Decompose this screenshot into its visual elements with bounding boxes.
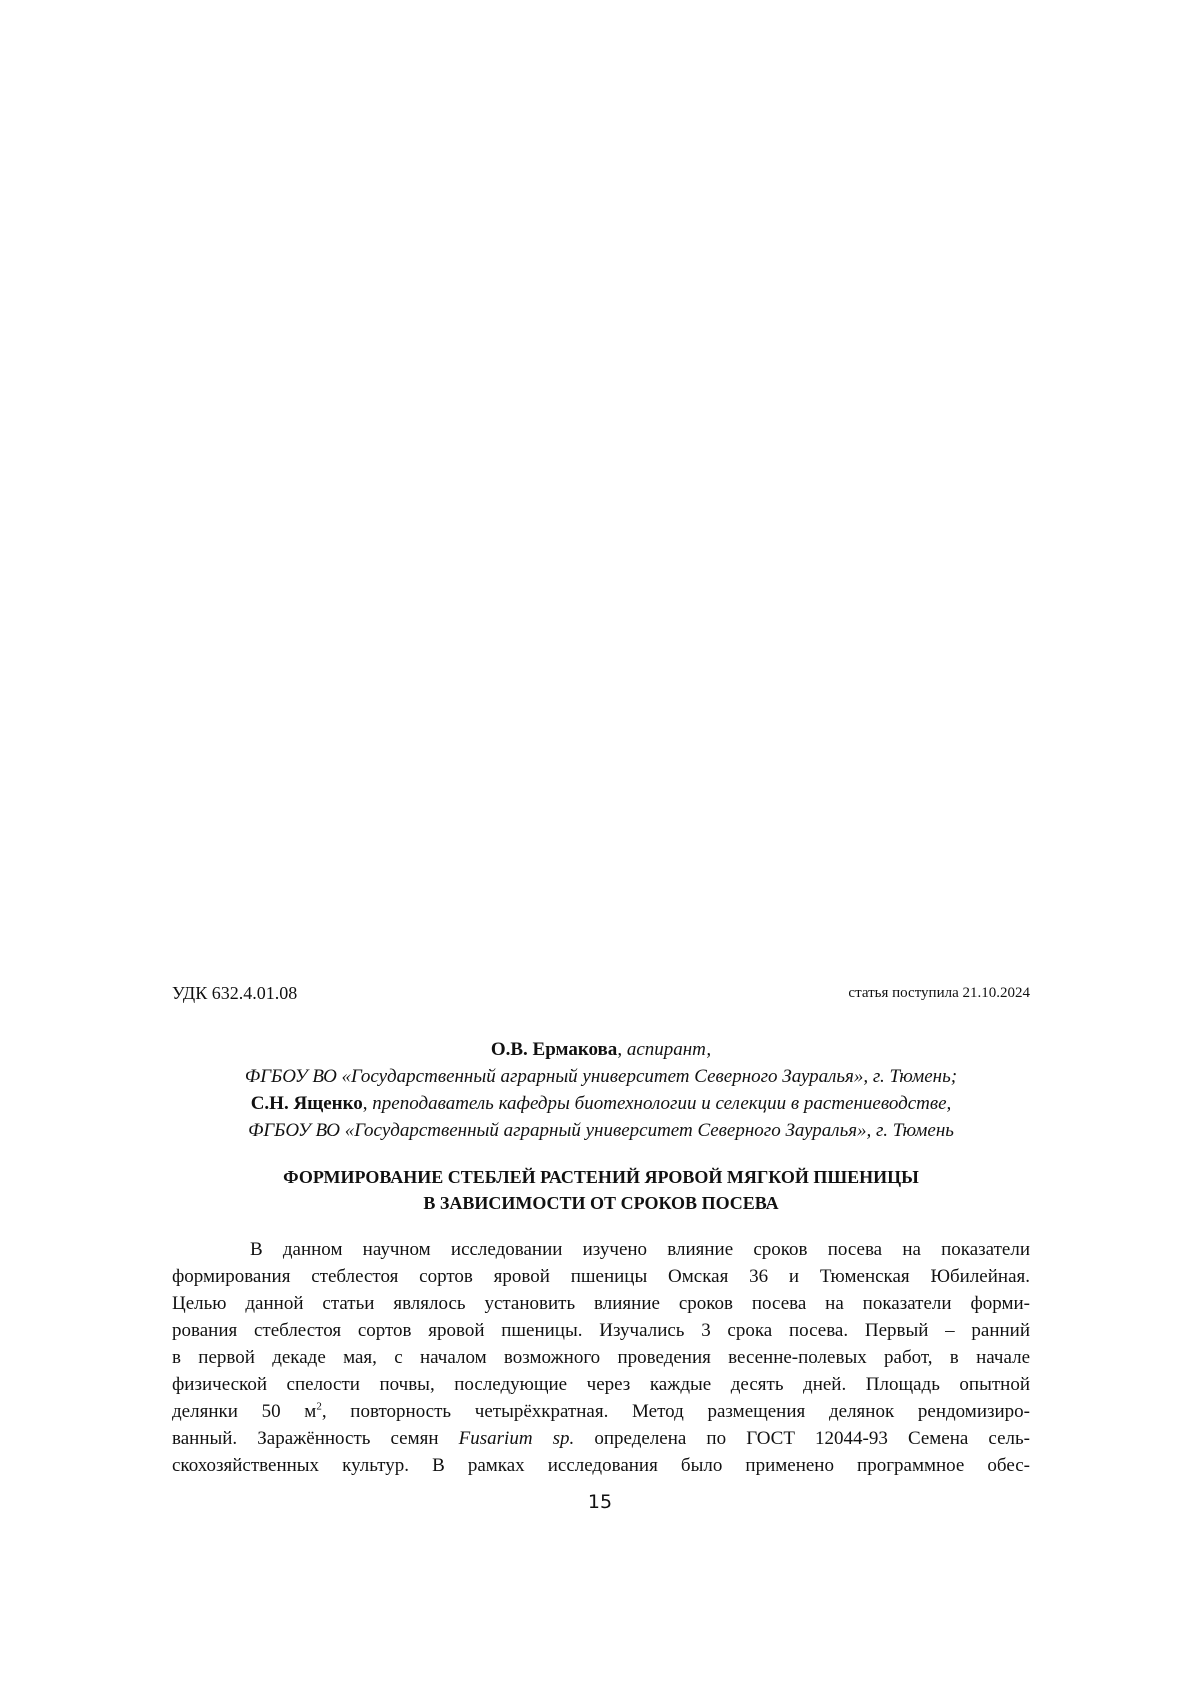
abstract-line-8-start: ванный. Заражённость семян: [172, 1428, 459, 1449]
abstract-line-8: [172, 1425, 1030, 1452]
header-line: [172, 983, 1030, 1007]
abstract-line-9: скохозяйственных культур. В рамках исследования было применено программное обес-: [172, 1455, 1030, 1476]
abstract-line-5: в первой декаде мая, с началом возможного проведения весенне-полевых работ, в начале: [172, 1347, 1030, 1368]
abstract-paragraph: [172, 1236, 1030, 1479]
author-2-name: С.Н. Ященко: [250, 1093, 363, 1114]
abstract-line-2: формирования стеблестоя сортов яровой пшеницы Омская 36 и Тюменская Юбилейная.: [172, 1266, 1030, 1287]
abstract-line-3: Целью данной статьи являлось установить влияние сроков посева на показатели форми-: [172, 1293, 1030, 1314]
author-1-role: аспирант,: [626, 1039, 712, 1060]
author-1-name: О.В. Ермакова: [490, 1039, 618, 1060]
abstract-line-6: физической спелости почвы, последующие через каждые десять дней. Площадь опытной: [172, 1374, 1030, 1395]
species-name: Fusarium sp.: [458, 1428, 575, 1449]
udk-code: УДК 632.4.01.08: [172, 983, 298, 1003]
abstract-line-7-start: делянки 50 м: [172, 1401, 317, 1422]
author-2-role: преподаватель кафедры биотехнологии и селекции в растениеводстве,: [372, 1093, 952, 1114]
abstract-line-7: [172, 1398, 1030, 1425]
page-number: 15: [587, 1491, 613, 1513]
article-title: [172, 1164, 1030, 1216]
abstract-line-1: В данном научном исследовании изучено влияние сроков посева на показатели: [250, 1239, 1030, 1260]
abstract-line-7-end: , повторность четырёхкратная. Метод размещения делянок рендомизиро-: [321, 1401, 1030, 1422]
author-2-line: С.Н. Ященко, преподаватель кафедры биотехнологии и селекции в растениеводстве,: [250, 1093, 952, 1114]
author-block: [172, 1036, 1030, 1144]
abstract-line-4: рования стеблестоя сортов яровой пшеницы. Изучались 3 срока посева. Первый – ранний: [172, 1320, 1030, 1341]
received-date: статья поступила 21.10.2024: [848, 985, 1030, 1001]
title-line-1: ФОРМИРОВАНИЕ СТЕБЛЕЙ РАСТЕНИЙ ЯРОВОЙ МЯГКОЙ ПШЕНИЦЫ: [283, 1167, 919, 1187]
abstract-line-8-end: определена по ГОСТ 12044-93 Семена сель-: [574, 1428, 1031, 1449]
author-1-line: О.В. Ермакова, аспирант,: [490, 1039, 712, 1060]
title-line-2: В ЗАВИСИМОСТИ ОТ СРОКОВ ПОСЕВА: [423, 1193, 779, 1213]
author-2-affiliation: ФГБОУ ВО «Государственный аграрный университет Северного Зауралья», г. Тюмень: [248, 1120, 954, 1141]
author-1-affiliation: ФГБОУ ВО «Государственный аграрный университет Северного Зауралья», г. Тюмень;: [244, 1066, 958, 1087]
superscript-2: 2: [316, 1400, 322, 1413]
